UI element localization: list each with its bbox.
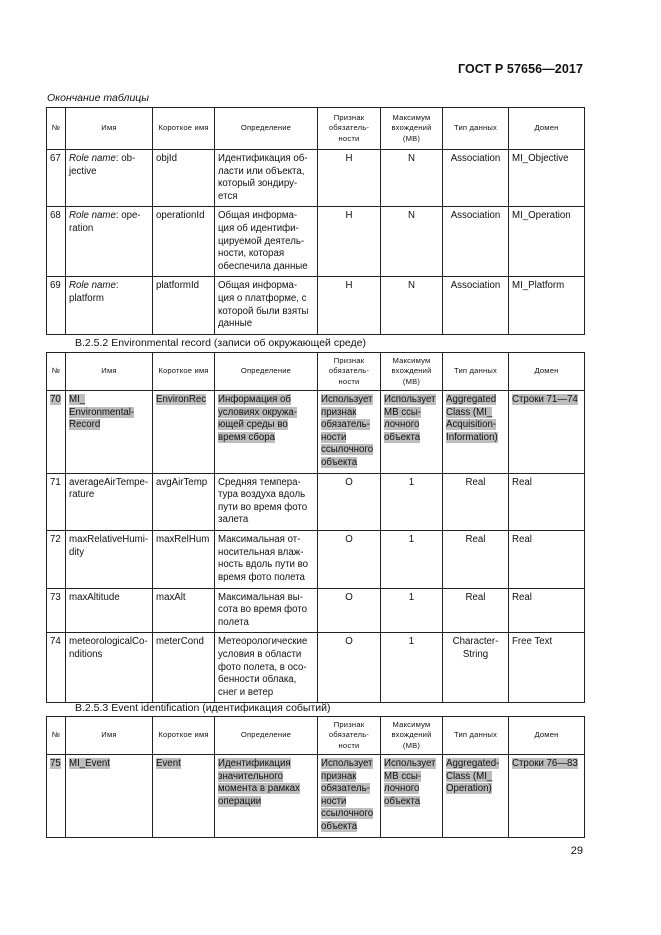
header-data-type: Тип данных — [443, 717, 509, 755]
cell-name — [66, 755, 153, 838]
header-definition: Определение — [215, 108, 318, 150]
cell-domain: Free Text — [509, 633, 585, 703]
cell-short-name: avgAirTemp — [153, 473, 215, 530]
cell-definition: Общая информа- ция о платформе, с которой были взяты данные — [215, 277, 318, 334]
cell-definition — [215, 755, 318, 838]
cell-domain: Real — [509, 473, 585, 530]
cell-short-name: operationId — [153, 207, 215, 277]
header-short-name: Короткое имя — [153, 108, 215, 150]
table-row — [47, 207, 585, 277]
cell-max-occurrence — [381, 755, 443, 838]
table-row — [47, 391, 585, 474]
cell-data-type: Association — [443, 150, 509, 207]
cell-number: 67 — [47, 150, 66, 207]
cell-max-occurrence: N — [381, 207, 443, 277]
highlighted-text: Использует признак обязатель- ности ссылочного объекта — [321, 758, 374, 833]
cell-definition: Идентификация об- ласти или объекта, который зондиру- ется — [215, 150, 318, 207]
cell-obligation: О — [318, 531, 381, 588]
header-domain: Домен — [509, 717, 585, 755]
cell-number: 73 — [47, 588, 66, 633]
cell-obligation — [318, 755, 381, 838]
cell-short-name: maxAlt — [153, 588, 215, 633]
cell-domain: MI_Operation — [509, 207, 585, 277]
cell-name: maxRelativeHumi- dity — [66, 531, 153, 588]
cell-short-name — [153, 391, 215, 474]
header-obligation: Признак обязатель- ности — [318, 108, 381, 150]
cell-max-occurrence — [381, 391, 443, 474]
cell-short-name: maxRelHum — [153, 531, 215, 588]
cell-data-type: Real — [443, 473, 509, 530]
cell-obligation — [318, 391, 381, 474]
header-obligation: Признак обязатель- ности — [318, 717, 381, 755]
cell-obligation: О — [318, 633, 381, 703]
role-name-label: Role name — [69, 153, 116, 164]
header-max-occurrence: Максимум вхождений (MB) — [381, 353, 443, 391]
highlighted-text: MI_Event — [69, 758, 110, 769]
cell-domain — [509, 755, 585, 838]
table-row — [47, 277, 585, 334]
cell-domain: MI_Platform — [509, 277, 585, 334]
header-name: Имя — [66, 353, 153, 391]
cell-data-type: Association — [443, 277, 509, 334]
header-definition: Определение — [215, 353, 318, 391]
cell-name: averageAirTempe- rature — [66, 473, 153, 530]
highlighted-text: Aggregated- Class (MI_ Operation) — [446, 758, 500, 795]
cell-domain: MI_Objective — [509, 150, 585, 207]
cell-number: 69 — [47, 277, 66, 334]
cell-short-name: platformId — [153, 277, 215, 334]
cell-number — [47, 755, 66, 838]
table-row — [47, 755, 585, 838]
cell-definition: Максимальная вы- сота во время фото полета — [215, 588, 318, 633]
highlighted-text: MI_ Environmental- Record — [69, 394, 135, 431]
cell-number: 71 — [47, 473, 66, 530]
cell-number — [47, 391, 66, 474]
cell-data-type — [443, 391, 509, 474]
header-definition: Определение — [215, 717, 318, 755]
highlighted-text: Event — [156, 758, 181, 769]
header-max-occurrence: Максимум вхождений (MB) — [381, 717, 443, 755]
cell-short-name: meterCond — [153, 633, 215, 703]
header-number: № — [47, 108, 66, 150]
cell-name — [66, 207, 153, 277]
cell-obligation: Н — [318, 150, 381, 207]
cell-domain: Real — [509, 531, 585, 588]
cell-domain: Real — [509, 588, 585, 633]
table-header-row — [47, 108, 585, 150]
header-data-type: Тип данных — [443, 108, 509, 150]
metadata-table-1 — [46, 107, 585, 335]
cell-max-occurrence: 1 — [381, 588, 443, 633]
header-max-occurrence: Максимум вхождений (MB) — [381, 108, 443, 150]
cell-short-name — [153, 755, 215, 838]
cell-name: meteorologicalCo- nditions — [66, 633, 153, 703]
highlighted-text: 70 — [50, 394, 61, 405]
table-row — [47, 473, 585, 530]
cell-obligation: О — [318, 473, 381, 530]
cell-max-occurrence: 1 — [381, 531, 443, 588]
cell-name — [66, 277, 153, 334]
table-row — [47, 150, 585, 207]
highlighted-text: Использует MB ссы- лочного объекта — [384, 758, 436, 807]
cell-max-occurrence: N — [381, 150, 443, 207]
cell-data-type: Real — [443, 588, 509, 633]
highlighted-text: Aggregated Class (MI_ Acquisition- Information) — [446, 394, 498, 443]
cell-obligation: Н — [318, 207, 381, 277]
cell-max-occurrence: N — [381, 277, 443, 334]
header-obligation: Признак обязатель- ности — [318, 353, 381, 391]
metadata-table-event — [46, 716, 585, 838]
cell-definition: Средняя темпера- тура воздуха вдоль пути во время фото залета — [215, 473, 318, 530]
table-caption: Окончание таблицы — [47, 92, 150, 104]
document-code: ГОСТ Р 57656—2017 — [457, 62, 583, 76]
highlighted-text: Использует признак обязатель- ности ссылочного объекта — [321, 394, 374, 469]
section-title-environmental-record: B.2.5.2 Environmental record (записи об окружающей среде) — [75, 337, 366, 349]
cell-domain — [509, 391, 585, 474]
cell-max-occurrence: 1 — [381, 473, 443, 530]
role-name-value: : platform — [69, 280, 119, 305]
cell-obligation: О — [318, 588, 381, 633]
cell-number: 74 — [47, 633, 66, 703]
cell-max-occurrence: 1 — [381, 633, 443, 703]
cell-definition: Метеорологические условия в области фото полета, в осо- бенности облака, снег и ветер — [215, 633, 318, 703]
table-header-row — [47, 353, 585, 391]
header-domain: Домен — [509, 353, 585, 391]
cell-data-type — [443, 755, 509, 838]
cell-data-type: Real — [443, 531, 509, 588]
header-domain: Домен — [509, 108, 585, 150]
highlighted-text: Использует MB ссы- лочного объекта — [384, 394, 436, 443]
cell-number: 72 — [47, 531, 66, 588]
cell-data-type: Character- String — [443, 633, 509, 703]
role-name-value: : ope- ration — [69, 210, 141, 235]
cell-obligation: Н — [318, 277, 381, 334]
header-short-name: Короткое имя — [153, 353, 215, 391]
header-name: Имя — [66, 717, 153, 755]
cell-name — [66, 391, 153, 474]
cell-definition — [215, 391, 318, 474]
header-number: № — [47, 717, 66, 755]
cell-short-name: objId — [153, 150, 215, 207]
table-header-row — [47, 717, 585, 755]
header-name: Имя — [66, 108, 153, 150]
cell-name — [66, 150, 153, 207]
highlighted-text: Идентификация значительного момента в рамках операции — [218, 758, 300, 807]
section-title-event-identification: B.2.5.3 Event identification (идентификация событий) — [75, 702, 331, 714]
highlighted-text: Строки 71—74 — [512, 394, 578, 405]
cell-definition: Общая информа- ция об идентифи- цируемой деятель- ности, которая обеспечила данные — [215, 207, 318, 277]
header-short-name: Короткое имя — [153, 717, 215, 755]
table-row — [47, 633, 585, 703]
role-name-label: Role name — [69, 280, 116, 292]
header-number: № — [47, 353, 66, 391]
highlighted-text: EnvironRec — [156, 394, 207, 405]
cell-data-type: Association — [443, 207, 509, 277]
cell-number: 68 — [47, 207, 66, 277]
role-name-label: Role name — [69, 210, 116, 222]
cell-definition: Максимальная от- носительная влаж- ность вдоль пути во время фото полета — [215, 531, 318, 588]
highlighted-text: 75 — [50, 758, 61, 769]
metadata-table-environmental — [46, 352, 585, 703]
table-row — [47, 588, 585, 633]
cell-name: maxAltitude — [66, 588, 153, 633]
highlighted-text: Строки 76—83 — [512, 758, 578, 769]
table-row — [47, 531, 585, 588]
page-number: 29 — [570, 845, 583, 857]
header-data-type: Тип данных — [443, 353, 509, 391]
highlighted-text: Информация об условиях окружа- ющей среды во время сбора — [218, 394, 298, 443]
role-name-value: : ob- jective — [69, 153, 136, 177]
